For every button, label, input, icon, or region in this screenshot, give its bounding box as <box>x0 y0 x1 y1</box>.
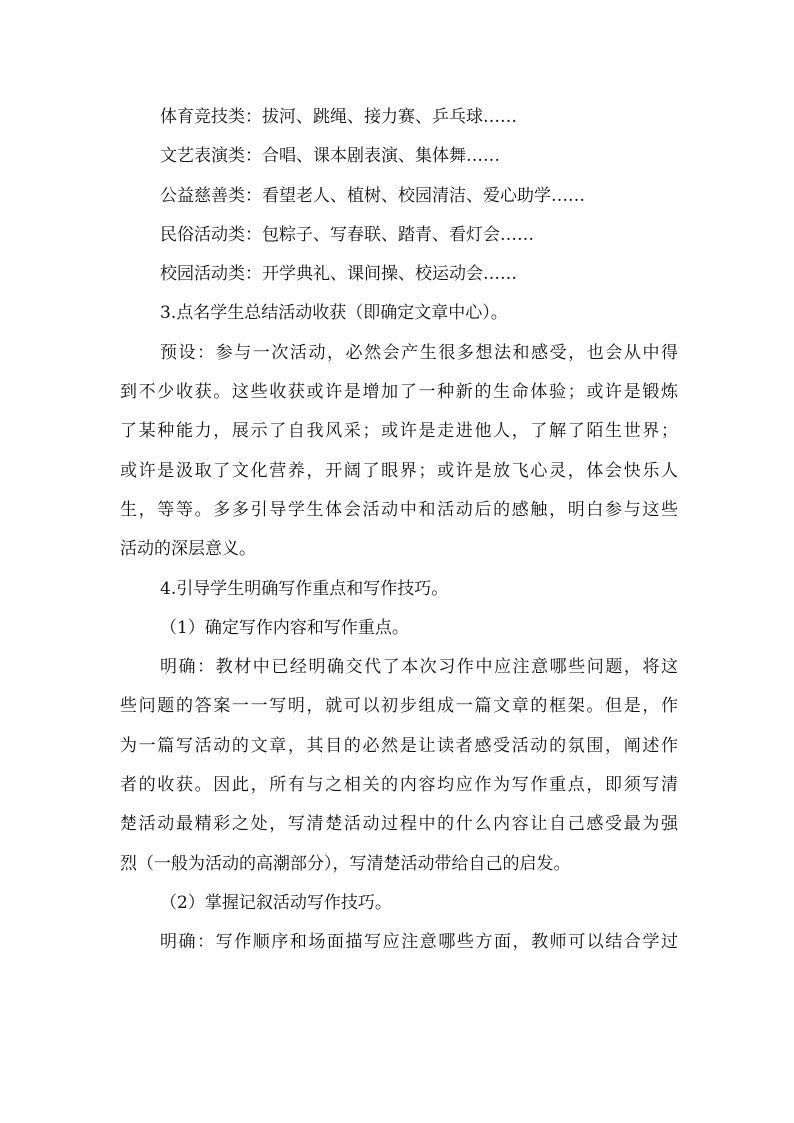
preset-paragraph-line: 或许是汲取了文化营养，开阔了眼界；或许是放飞心灵，体会快乐人 <box>120 460 678 481</box>
clarify-paragraph-line: 些问题的答案一一写明，就可以初步组成一篇文章的框架。但是，作 <box>120 696 678 717</box>
category-folk: 民俗活动类：包粽子、写春联、踏青、看灯会…… <box>160 224 534 245</box>
clarify-paragraph-line: 明确：教材中已经明确交代了本次习作中应注意哪些问题，将这 <box>160 657 678 678</box>
preset-paragraph-line: 生，等等。多多引导学生体会活动中和活动后的感触，明白参与这些 <box>120 499 678 520</box>
preset-paragraph-line: 到不少收获。这些收获或许是增加了一种新的生命体验；或许是锻炼 <box>120 382 678 403</box>
clarify-paragraph-line: 楚活动最精彩之处，写清楚活动过程中的什么内容让自己感受最为强 <box>120 814 678 835</box>
step-3-heading: 3.点名学生总结活动收获（即确定文章中心）。 <box>160 303 508 324</box>
clarify-paragraph-line: 为一篇写活动的文章，其目的必然是让读者感受活动的氛围，阐述作 <box>120 735 678 756</box>
category-sports: 体育竞技类：拔河、跳绳、接力赛、乒乓球…… <box>160 107 517 127</box>
subheading-2: （2）掌握记叙活动写作技巧。 <box>160 892 392 913</box>
preset-paragraph-line: 活动的深层意义。 <box>120 539 256 560</box>
subheading-1: （1）确定写作内容和写作重点。 <box>160 617 409 638</box>
document-body <box>120 98 678 963</box>
preset-paragraph-line: 预设：参与一次活动，必然会产生很多想法和感受，也会从中得 <box>160 342 678 363</box>
category-campus: 校园活动类：开学典礼、课间操、校运动会…… <box>160 264 517 285</box>
clarify-paragraph-2-line: 明确：写作顺序和场面描写应注意哪些方面，教师可以结合学过 <box>160 932 678 953</box>
category-arts: 文艺表演类：合唱、课本剧表演、集体舞…… <box>160 146 500 167</box>
clarify-paragraph-line: 者的收获。因此，所有与之相关的内容均应作为写作重点，即须写清 <box>120 775 678 796</box>
step-4-heading: 4.引导学生明确写作重点和写作技巧。 <box>160 578 449 599</box>
clarify-paragraph-line: 烈（一般为活动的高潮部分），写清楚活动带给自己的启发。 <box>120 853 571 874</box>
preset-paragraph-line: 了某种能力，展示了自我风采；或许是走进他人，了解了陌生世界； <box>120 421 678 442</box>
category-charity: 公益慈善类：看望老人、植树、校园清洁、爱心助学…… <box>160 185 585 206</box>
